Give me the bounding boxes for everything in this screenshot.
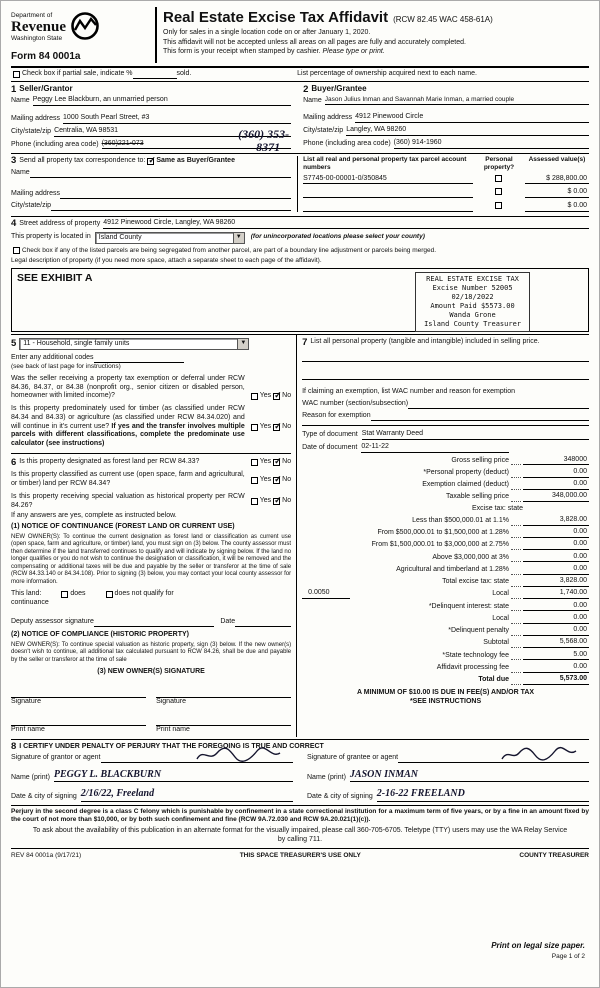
deputy-assessor-label: Deputy assessor signature xyxy=(11,618,94,626)
question-timber-agriculture xyxy=(11,405,291,449)
section-land-designation xyxy=(11,458,291,735)
doc-type-label: Type of document xyxy=(302,431,358,438)
legal-description-box[interactable] xyxy=(11,268,589,332)
s6q3-yes-checkbox[interactable] xyxy=(251,498,258,505)
rev-number: REV 84 0001a (9/17/21) xyxy=(11,851,82,859)
new-owner-signature-line-1[interactable] xyxy=(11,689,146,698)
tax-value[interactable]: 1,740.00 xyxy=(523,589,589,599)
segregated-checkbox[interactable] xyxy=(13,247,20,254)
signature-label-1: Signature xyxy=(11,697,41,705)
tax-row-agricultural xyxy=(302,565,589,575)
treasurer-stamp xyxy=(415,272,530,333)
personal-property-checkbox-3[interactable] xyxy=(495,202,502,209)
section-use-code xyxy=(11,335,297,738)
section-buyer xyxy=(297,84,589,149)
tax-label: From $1,500,000.01 to $3,000,000 at 2.75% xyxy=(371,541,509,549)
partial-sale-percent-line[interactable] xyxy=(133,70,177,79)
tax-label: Total excise tax: state xyxy=(442,578,509,585)
print-note-block xyxy=(491,941,585,961)
tax-label: *Delinquent interest: state xyxy=(428,602,509,610)
tax-value[interactable]: 0.00 xyxy=(523,626,589,636)
wac-number-label: WAC number (section/subsection) xyxy=(302,400,409,408)
question-exemption-deferral xyxy=(11,375,291,401)
buyer-mailing-value[interactable]: 4912 Pinewood Circle xyxy=(355,113,423,123)
notice1-text: NEW OWNER(S): To continue the current designation as forest land or classification as current use (open space, farm and agriculture, or timber) land, you must sign on (3) below. The county assessor must then determine if the land transferred continues to qualify and will indicate by signing below. If the land no longer qualifies or you do not wish to continue the designation or classification, it will be removed and the compensating or additional taxes will be due and payable by the seller or transferor at the time of sale (RCW 84.33.140 or 84.34.108). Prior to signing (3) below, you may contact your local county assessor for more information. xyxy=(11,533,292,585)
section3-number: 3 xyxy=(11,155,17,167)
tax-label: Taxable selling price xyxy=(445,493,509,501)
land-does-checkbox[interactable] xyxy=(61,591,68,598)
deputy-date-label: Date xyxy=(220,618,236,626)
ownership-note: List percentage of ownership acquired next to each name. xyxy=(297,70,477,78)
grantee-name-print-label: Name (print) xyxy=(307,773,346,781)
tax-value[interactable]: 0.00 xyxy=(523,553,589,563)
tax-value[interactable]: 5,568.00 xyxy=(523,638,589,648)
doc-date-row xyxy=(302,443,589,453)
tax-label: Less than $500,000.01 at 1.1% xyxy=(412,516,509,524)
tax-row-exemption-deduct xyxy=(302,480,589,490)
buyer-title: Buyer/Grantee xyxy=(311,84,367,94)
tax-value[interactable]: 348,000.00 xyxy=(523,492,589,502)
stamp-line-4: Amount Paid $5573.00 xyxy=(430,302,515,311)
see-instructions-note: *SEE INSTRUCTIONS xyxy=(409,697,482,705)
seller-mailing-label: Mailing address xyxy=(11,115,61,122)
stamp-line-2: Excise Number 52005 xyxy=(432,283,513,292)
grantee-name-print-value[interactable]: JASON INMAN xyxy=(350,769,589,783)
s5q2-yes-label: Yes xyxy=(259,422,272,430)
tax-row-subtotal xyxy=(302,638,589,648)
county-dropdown[interactable] xyxy=(95,232,245,244)
deputy-date-line[interactable] xyxy=(235,618,291,627)
perjury-notice: Perjury in the second degree is a class C felony which is punishable by confinement in a state correctional institution for a maximum term of five years, or by a fine in an amount fixed by the court of not more than $10,000, or by both such confinement and fine (RCW 9A.72.030 and RCW 9A.20.021(1)(c)). xyxy=(11,807,589,823)
q2-text: Is this property predominately used for timber (as classified under RCW 84.34 and 84.33) or agriculture (as classified under RCW 84.34.020) and will continue in it's current use? If yes and the transfer involves multiple parcels with different classifications, complete the predominate use calculator (see instructions) xyxy=(11,405,245,448)
s5q2-no-checkbox[interactable] xyxy=(273,424,280,431)
grantor-signature-image xyxy=(193,746,283,764)
dept-line1: Department of xyxy=(11,12,53,20)
tax-label: Subtotal xyxy=(483,639,509,647)
tax-value[interactable]: 0.00 xyxy=(523,468,589,478)
grantor-date-city-label: Date & city of signing xyxy=(11,793,77,801)
buyer-city-label: City/state/zip xyxy=(303,127,344,135)
tax-value[interactable]: 3,828.00 xyxy=(523,577,589,587)
seller-name-label: Name xyxy=(11,97,30,105)
alt-format-notice: To ask about the availability of this publication in an alternate format for the visually impaired, please call 360-705-6705. Teletype (TTY) users may use the WA Relay Service by calling 711. xyxy=(32,827,568,843)
section-seller xyxy=(11,83,297,154)
s5q1-yes-checkbox[interactable] xyxy=(251,393,258,400)
section7-number: 7 xyxy=(302,336,308,348)
tax-row-processing-fee xyxy=(302,663,589,673)
s5q1-yes-label: Yes xyxy=(259,392,272,400)
page-title: Real Estate Excise Tax Affidavit xyxy=(163,9,389,26)
tax-value[interactable]: 0.00 xyxy=(523,614,589,624)
dept-line2: Revenue xyxy=(11,19,66,36)
dept-line3: Washington State xyxy=(11,35,63,43)
stamp-line-6: Island County Treasurer xyxy=(424,320,521,329)
notice2-title: (2) NOTICE OF COMPLIANCE (HISTORIC PROPERTY) xyxy=(11,630,189,638)
page-title-rcw: (RCW 82.45 WAC 458-61A) xyxy=(393,15,493,24)
correspondence-name-label: Name xyxy=(11,169,30,176)
land-qualify-row xyxy=(11,590,291,599)
personal-property-line-2[interactable] xyxy=(302,371,589,380)
notice3-title: (3) NEW OWNER(S) SIGNATURE xyxy=(97,668,205,676)
s5q1-no-checkbox[interactable] xyxy=(273,393,280,400)
parcel-table xyxy=(297,156,589,212)
s6q2-yes-label: Yes xyxy=(259,475,272,483)
county-treasurer-label: COUNTY TREASURER xyxy=(519,851,589,859)
page-indicator: Page 1 of 2 xyxy=(551,952,585,960)
deputy-signature-line[interactable] xyxy=(94,618,214,627)
signature-label-2: Signature xyxy=(156,697,187,705)
tax-label: *State technology fee xyxy=(442,651,509,659)
grantor-sig-label: Signature of grantor or agent xyxy=(11,754,101,762)
seller-name-value[interactable]: Peggy Lee Blackburn, an unmarried person xyxy=(33,96,168,106)
personal-property-line-1[interactable] xyxy=(302,353,589,362)
s6q2-text: Is this property classified as current use (open space, farm and agricultural, or timber) land per RCW 84.34? xyxy=(11,471,245,488)
revenue-logo-icon xyxy=(70,11,100,45)
section5-number: 5 xyxy=(11,338,17,349)
additional-codes-line[interactable] xyxy=(94,354,184,363)
county-note: (for unincorporated locations please select your county) xyxy=(250,233,425,241)
grantor-signature-block xyxy=(11,754,293,802)
land-does-label: does xyxy=(70,590,86,598)
land-does-not-label: does not qualify for xyxy=(114,590,174,598)
partial-sale-sold: sold. xyxy=(176,70,192,78)
tax-label: Local xyxy=(492,614,509,622)
tax-label: *Personal property (deduct) xyxy=(423,468,509,476)
tax-value[interactable]: 3,828.00 xyxy=(523,516,589,526)
section1-number: 1 xyxy=(11,83,17,95)
s6-note: If any answers are yes, complete as instructed below. xyxy=(11,512,177,520)
header-divider xyxy=(155,7,157,63)
tax-row-tier1 xyxy=(302,516,589,526)
same-as-buyer-label: Same as Buyer/Grantee xyxy=(156,156,235,164)
tax-row-gross xyxy=(302,456,589,466)
correspondence-mailing-label: Mailing address xyxy=(11,190,61,197)
form-number: Form 84 0001a xyxy=(11,50,81,62)
partial-sale-checkbox[interactable] xyxy=(13,71,20,78)
tax-label: Above $3,000,000 at 3% xyxy=(432,553,509,561)
tax-value[interactable]: 0.00 xyxy=(523,528,589,538)
tax-value[interactable]: 5,573.00 xyxy=(523,675,589,685)
s6q1-no-label: No xyxy=(282,458,292,466)
doc-type-row xyxy=(302,430,589,440)
tax-value[interactable]: 0.00 xyxy=(523,663,589,673)
tax-label: Total due xyxy=(478,676,509,683)
buyer-name-value[interactable]: Jason Julius Inman and Savannah Marie Inman, a married couple xyxy=(325,96,514,105)
tax-value[interactable]: 0.00 xyxy=(523,480,589,490)
assessed-value-1[interactable]: $ 288,800.00 xyxy=(525,175,589,185)
s6q3-no-label: No xyxy=(282,497,292,505)
stamp-line-1: REAL ESTATE EXCISE TAX xyxy=(426,274,519,283)
buyer-mailing-label: Mailing address xyxy=(303,114,353,122)
s6q2-no-label: No xyxy=(282,475,292,483)
tax-value[interactable]: 0.00 xyxy=(523,565,589,575)
doc-type-value[interactable]: Stat Warranty Deed xyxy=(362,430,423,440)
tax-row-delinquent-interest-local xyxy=(302,614,589,624)
tax-row-tier3 xyxy=(302,540,589,550)
correspondence-city-label: City/state/zip xyxy=(11,202,52,209)
tax-value[interactable]: 5.00 xyxy=(523,651,589,661)
section4-number: 4 xyxy=(11,218,17,229)
correspondence-city-line[interactable] xyxy=(51,202,291,211)
seller-phone-handwritten: (360) 353- 8371 xyxy=(238,127,290,154)
this-land-label: This land: xyxy=(11,590,42,598)
continuance-label: continuance xyxy=(11,599,49,607)
legal-description-label: Legal description of property (if you need more space, attach a separate sheet to each page of the affidavit). xyxy=(11,256,322,264)
doc-date-label: Date of document xyxy=(302,443,358,451)
grantor-name-print-value[interactable]: PEGGY L. BLACKBURN xyxy=(54,769,293,783)
header-subtitle-2: This affidavit will not be accepted unless all areas on all pages are fully and accurately completed. xyxy=(163,38,466,46)
print-size-note: Print on legal size paper. xyxy=(491,940,585,950)
seller-phone-label: Phone (including area code) xyxy=(11,140,99,148)
seller-city-value[interactable]: Centralia, WA 98531 xyxy=(54,127,118,137)
s6q3-no-checkbox[interactable] xyxy=(273,498,280,505)
print-name-label-1: Print name xyxy=(11,725,45,733)
buyer-phone-value[interactable]: (360) 914-1960 xyxy=(394,139,442,149)
stamp-line-3: 02/18/2022 xyxy=(451,292,494,301)
print-name-label-2: Print name xyxy=(156,725,190,733)
s6q3-yes-label: Yes xyxy=(259,497,272,505)
grantee-date-city-value[interactable]: 2-16-22 FREELAND xyxy=(377,788,589,802)
buyer-phone-label: Phone (including area code) xyxy=(303,139,391,147)
minimum-due-note: A MINIMUM OF $10.00 IS DUE IN FEE(S) AND/OR TAX xyxy=(357,688,535,696)
grantee-signature-image xyxy=(499,745,579,763)
parcel-number-line-2[interactable] xyxy=(303,189,473,198)
tax-row-personal-deduct xyxy=(302,468,589,478)
tax-computation-table xyxy=(302,456,589,685)
tax-row-excise-header xyxy=(302,505,589,514)
notice1-title: (1) NOTICE OF CONTINUANCE (FOREST LAND OR CURRENT USE) xyxy=(11,523,235,531)
partial-sale-row xyxy=(11,70,589,79)
same-as-buyer-checkbox[interactable] xyxy=(147,158,154,165)
grantee-signature-block xyxy=(307,754,589,802)
tax-row-tier4 xyxy=(302,553,589,563)
parcel-number-value[interactable]: S7745-00-00001-0/350845 xyxy=(303,175,473,185)
grantee-date-city-label: Date & city of signing xyxy=(307,793,373,801)
segregated-label: Check box if any of the listed parcels are being segregated from another parcel, are part of a boundary line adjustment or parcels being merged. xyxy=(22,246,437,254)
county-dropdown-arrow-icon[interactable]: ▼ xyxy=(233,233,244,243)
section-personal-property-tax xyxy=(297,335,589,738)
tax-value[interactable]: 0.00 xyxy=(523,602,589,612)
reason-exemption-label: Reason for exemption xyxy=(302,412,371,420)
new-owner-print-line-2[interactable] xyxy=(156,717,291,726)
tax-label: Excise tax: state xyxy=(472,504,523,512)
personal-property-checkbox-1[interactable] xyxy=(495,175,502,182)
header-subtitle-1: Only for sales in a single location code on or after January 1, 2020. xyxy=(163,28,371,36)
seller-title: Seller/Grantor xyxy=(19,84,73,94)
grantor-name-print-label: Name (print) xyxy=(11,773,50,781)
tax-label: Exemption claimed (deduct) xyxy=(422,481,509,488)
tax-row-delinquent-penalty xyxy=(302,626,589,636)
section2-number: 2 xyxy=(303,83,309,95)
seller-city-label: City/state/zip xyxy=(11,127,52,135)
tax-label: Agricultural and timberland at 1.28% xyxy=(396,565,509,573)
land-does-not-checkbox[interactable] xyxy=(106,591,113,598)
tax-value[interactable]: 0.00 xyxy=(523,540,589,550)
parcel-number-line-3[interactable] xyxy=(303,203,473,212)
tax-label: Affidavit processing fee xyxy=(436,663,509,671)
section8-number: 8 xyxy=(11,741,17,753)
assessed-value-3[interactable]: $ 0.00 xyxy=(525,202,589,212)
reason-exemption-line[interactable] xyxy=(371,412,589,421)
tax-row-technology-fee xyxy=(302,651,589,661)
exhibit-text: SEE EXHIBIT A xyxy=(17,271,93,284)
header xyxy=(11,7,589,68)
tax-row-delinquent-interest-state xyxy=(302,602,589,612)
stamp-line-5: Wanda Grone xyxy=(449,311,496,320)
personal-property-checkbox-2[interactable] xyxy=(495,188,502,195)
grantor-date-city-value[interactable]: 2/16/22, Freeland xyxy=(81,788,293,802)
local-rate-value[interactable]: 0.0050 xyxy=(302,589,350,599)
county-dropdown-value: Island County xyxy=(98,233,142,241)
certify-statement: I CERTIFY UNDER PENALTY OF PERJURY THAT THE FOREGOING IS TRUE AND CORRECT xyxy=(19,742,324,750)
notice2-text: NEW OWNER(S): To continue special valuation as historic property, sign (3) below. If the new owner(s) doesn't wish to continue, all additional tax calculated pursuant to RCW 84.26, shall be due and payable by the seller or transferor at the time of sale xyxy=(11,641,292,663)
wac-number-line[interactable] xyxy=(408,400,589,409)
footer-row xyxy=(11,852,589,860)
seller-phone-value[interactable]: (360)221-073 xyxy=(102,140,144,150)
grantee-sig-label: Signature of grantee or agent xyxy=(307,754,399,762)
use-code-dropdown-arrow-icon[interactable]: ▼ xyxy=(237,339,248,349)
s6q1-yes-label: Yes xyxy=(259,458,272,466)
header-subtitle-3: This form is your receipt when stamped by cashier. Please type or print. xyxy=(163,48,385,56)
use-code-dropdown-value: 11 - Household, single family units xyxy=(23,339,130,347)
tax-label: *Delinquent penalty xyxy=(448,627,509,634)
section-correspondence xyxy=(11,156,297,212)
doc-date-value[interactable]: 02-11-22 xyxy=(361,443,389,453)
parcel-header: List all real and personal property tax parcel account numbers xyxy=(303,156,467,172)
tax-row-taxable xyxy=(302,492,589,502)
tax-row-tier2 xyxy=(302,528,589,538)
s6q1-yes-checkbox[interactable] xyxy=(251,459,258,466)
agency-block xyxy=(11,7,149,63)
s6q3-text: Is this property receiving special valuation as historical property per RCW 84.26? xyxy=(11,492,245,509)
s5q2-yes-checkbox[interactable] xyxy=(251,424,258,431)
correspondence-name-line[interactable] xyxy=(30,169,291,178)
s5q2-no-label: No xyxy=(282,422,292,430)
tax-label: Gross selling price xyxy=(451,456,509,464)
correspondence-label: Send all property tax correspondence to: xyxy=(19,156,146,164)
section6-number: 6 xyxy=(11,456,17,468)
new-owner-print-line-1[interactable] xyxy=(11,717,146,726)
located-in-label: This property is located in xyxy=(11,233,91,241)
use-code-dropdown[interactable] xyxy=(19,338,249,350)
personal-property-header: Personal property? xyxy=(483,156,515,172)
tax-row-local xyxy=(302,589,589,599)
tax-value[interactable]: 348000 xyxy=(523,456,589,466)
tax-label: Local xyxy=(492,590,509,598)
tax-label: From $500,000.01 to $1,500,000 at 1.28% xyxy=(377,529,509,536)
q1-text: Was the seller receiving a property tax exemption or deferral under RCW 84.36, 84.37, or 84.38 (nonprofit org., senior citizen or disabled person, homeowner with limited income)? xyxy=(11,374,245,400)
street-address-value[interactable]: 4912 Pinewood Circle, Langley, WA 98260 xyxy=(103,219,235,229)
additional-codes-label: Enter any additional codes xyxy=(11,354,94,361)
additional-codes-note: (see back of last page for instructions) xyxy=(11,362,121,370)
buyer-name-label: Name xyxy=(303,96,322,104)
tax-row-total-state xyxy=(302,577,589,587)
s6q2-no-checkbox[interactable] xyxy=(273,477,280,484)
assessed-value-header: Assessed value(s) xyxy=(528,156,586,164)
correspondence-mailing-line[interactable] xyxy=(60,190,291,199)
treasurer-space-label: THIS SPACE TREASURER'S USE ONLY xyxy=(239,851,361,859)
s6q2-yes-checkbox[interactable] xyxy=(251,477,258,484)
s6q1-no-checkbox[interactable] xyxy=(273,459,280,466)
section-property-location xyxy=(11,216,589,265)
s5q1-no-label: No xyxy=(282,392,292,400)
street-address-label: Street address of property xyxy=(19,219,101,227)
s7-intro: List all personal property (tangible and intangible) included in selling price. xyxy=(310,337,540,345)
new-owner-signature-line-2[interactable] xyxy=(156,689,291,698)
buyer-city-value[interactable]: Langley, WA 98260 xyxy=(346,126,406,136)
seller-mailing-value[interactable]: 1000 South Pearl Street, #3 xyxy=(63,114,149,124)
section-certification xyxy=(11,739,589,802)
tax-row-total-due xyxy=(302,675,589,685)
s6q1-text: Is this property designated as forest land per RCW 84.33? xyxy=(19,457,200,465)
assessed-value-2[interactable]: $ 0.00 xyxy=(525,188,589,198)
partial-sale-label: Check box if partial sale, indicate % xyxy=(22,70,133,78)
exemption-claim-label: If claiming an exemption, list WAC number and reason for exemption xyxy=(302,388,516,396)
